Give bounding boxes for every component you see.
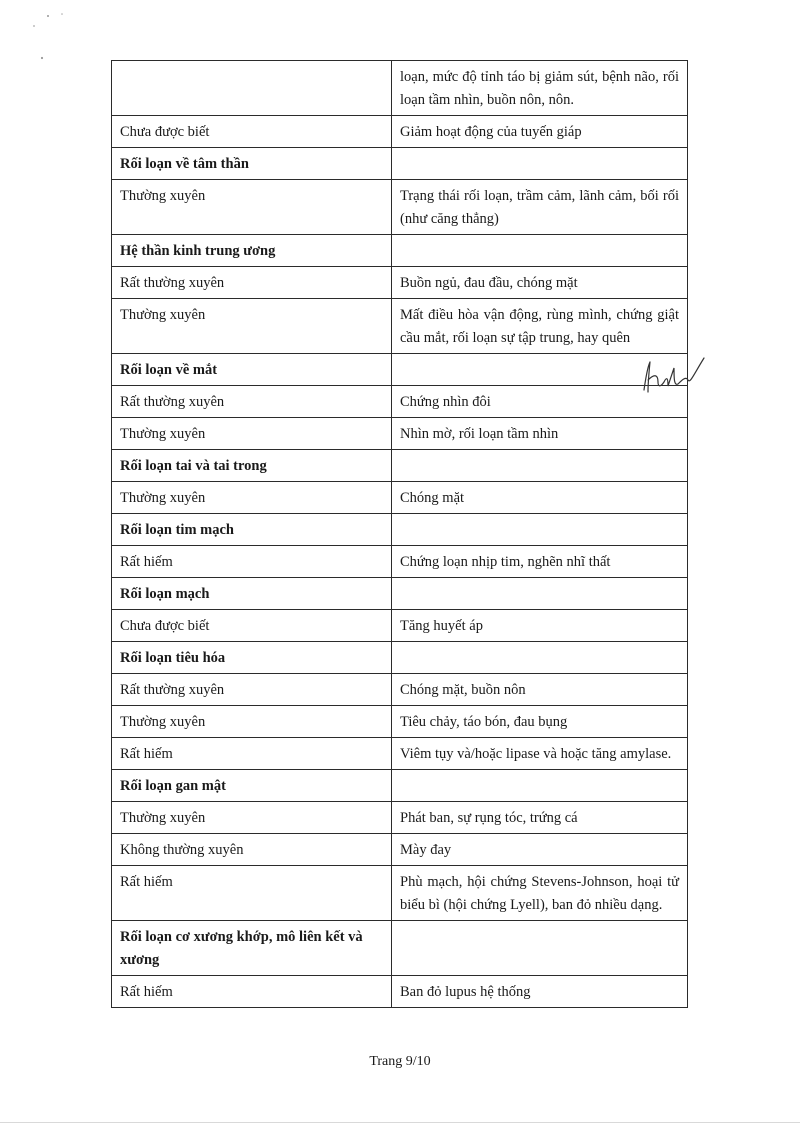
effect-cell [392, 450, 688, 482]
section-title-cell: Rối loạn tai và tai trong [112, 450, 392, 482]
table-row [112, 802, 688, 834]
frequency-cell: Thường xuyên [112, 802, 392, 834]
effect-cell: Chứng loạn nhịp tim, nghẽn nhĩ thất [392, 546, 688, 578]
table-row [112, 976, 688, 1008]
frequency-cell [112, 61, 392, 116]
effect-cell [392, 770, 688, 802]
effect-cell: Nhìn mờ, rối loạn tầm nhìn [392, 418, 688, 450]
effect-cell [392, 642, 688, 674]
section-title-cell: Rối loạn tim mạch [112, 514, 392, 546]
effect-cell: Mày đay [392, 834, 688, 866]
table-row [112, 866, 688, 921]
table-row [112, 299, 688, 354]
handwritten-signature [636, 356, 706, 396]
frequency-cell: Không thường xuyên [112, 834, 392, 866]
effect-cell: Trạng thái rối loạn, trầm cảm, lãnh cảm, bối rối (như căng thẳng) [392, 180, 688, 235]
table-row [112, 386, 688, 418]
section-title-cell: Rối loạn cơ xương khớp, mô liên kết và xương [112, 921, 392, 976]
table-row [112, 61, 688, 116]
section-header-row [112, 578, 688, 610]
table-row [112, 610, 688, 642]
section-title-cell: Rối loạn tiêu hóa [112, 642, 392, 674]
frequency-cell: Rất hiếm [112, 738, 392, 770]
table-row [112, 267, 688, 299]
section-header-row [112, 770, 688, 802]
table-row [112, 116, 688, 148]
frequency-cell: Thường xuyên [112, 180, 392, 235]
effect-cell: loạn, mức độ tỉnh táo bị giảm sút, bệnh não, rối loạn tầm nhìn, buồn nôn, nôn. [392, 61, 688, 116]
frequency-cell: Chưa được biết [112, 116, 392, 148]
frequency-cell: Rất thường xuyên [112, 386, 392, 418]
table-row [112, 418, 688, 450]
table-body [112, 61, 688, 1008]
section-title-cell: Rối loạn gan mật [112, 770, 392, 802]
section-header-row [112, 514, 688, 546]
section-title-cell: Rối loạn về tâm thần [112, 148, 392, 180]
frequency-cell: Rất hiếm [112, 546, 392, 578]
effect-cell: Viêm tụy và/hoặc lipase và hoặc tăng amylase. [392, 738, 688, 770]
frequency-cell: Rất thường xuyên [112, 267, 392, 299]
effect-cell: Ban đỏ lupus hệ thống [392, 976, 688, 1008]
frequency-cell: Rất hiếm [112, 866, 392, 921]
effect-cell: Giảm hoạt động của tuyến giáp [392, 116, 688, 148]
effect-cell: Phù mạch, hội chứng Stevens-Johnson, hoại tử biểu bì (hội chứng Lyell), ban đỏ nhiều dạng. [392, 866, 688, 921]
frequency-cell: Thường xuyên [112, 418, 392, 450]
frequency-cell: Rất hiếm [112, 976, 392, 1008]
effect-cell [392, 514, 688, 546]
section-header-row [112, 354, 688, 386]
scan-edge-line [0, 1122, 800, 1123]
effect-cell: Phát ban, sự rụng tóc, trứng cá [392, 802, 688, 834]
page-number: Trang 9/10 [369, 1054, 431, 1069]
effect-cell: Mất điều hòa vận động, rùng mình, chứng giật cầu mắt, rối loạn sự tập trung, hay quên [392, 299, 688, 354]
adverse-effects-table [111, 60, 688, 1008]
effect-cell: Buồn ngủ, đau đầu, chóng mặt [392, 267, 688, 299]
section-title-cell: Rối loạn mạch [112, 578, 392, 610]
frequency-cell: Thường xuyên [112, 482, 392, 514]
effect-cell [392, 148, 688, 180]
scan-speckles [20, 10, 80, 70]
frequency-cell: Rất thường xuyên [112, 674, 392, 706]
table-row [112, 482, 688, 514]
section-header-row [112, 450, 688, 482]
effect-cell: Chóng mặt, buồn nôn [392, 674, 688, 706]
section-header-row [112, 921, 688, 976]
table-row [112, 738, 688, 770]
section-title-cell: Hệ thần kinh trung ương [112, 235, 392, 267]
effect-cell: Tăng huyết áp [392, 610, 688, 642]
section-header-row [112, 148, 688, 180]
table-row [112, 546, 688, 578]
table-row [112, 834, 688, 866]
frequency-cell: Thường xuyên [112, 706, 392, 738]
table-row [112, 706, 688, 738]
effect-cell [392, 578, 688, 610]
effect-cell: Chóng mặt [392, 482, 688, 514]
effect-cell [392, 921, 688, 976]
frequency-cell: Thường xuyên [112, 299, 392, 354]
effect-cell: Tiêu chảy, táo bón, đau bụng [392, 706, 688, 738]
effect-cell: Chứng nhìn đôi [392, 386, 688, 418]
effect-cell [392, 235, 688, 267]
table-row [112, 180, 688, 235]
section-header-row [112, 235, 688, 267]
table-row [112, 674, 688, 706]
frequency-cell: Chưa được biết [112, 610, 392, 642]
section-title-cell: Rối loạn về mắt [112, 354, 392, 386]
section-header-row [112, 642, 688, 674]
